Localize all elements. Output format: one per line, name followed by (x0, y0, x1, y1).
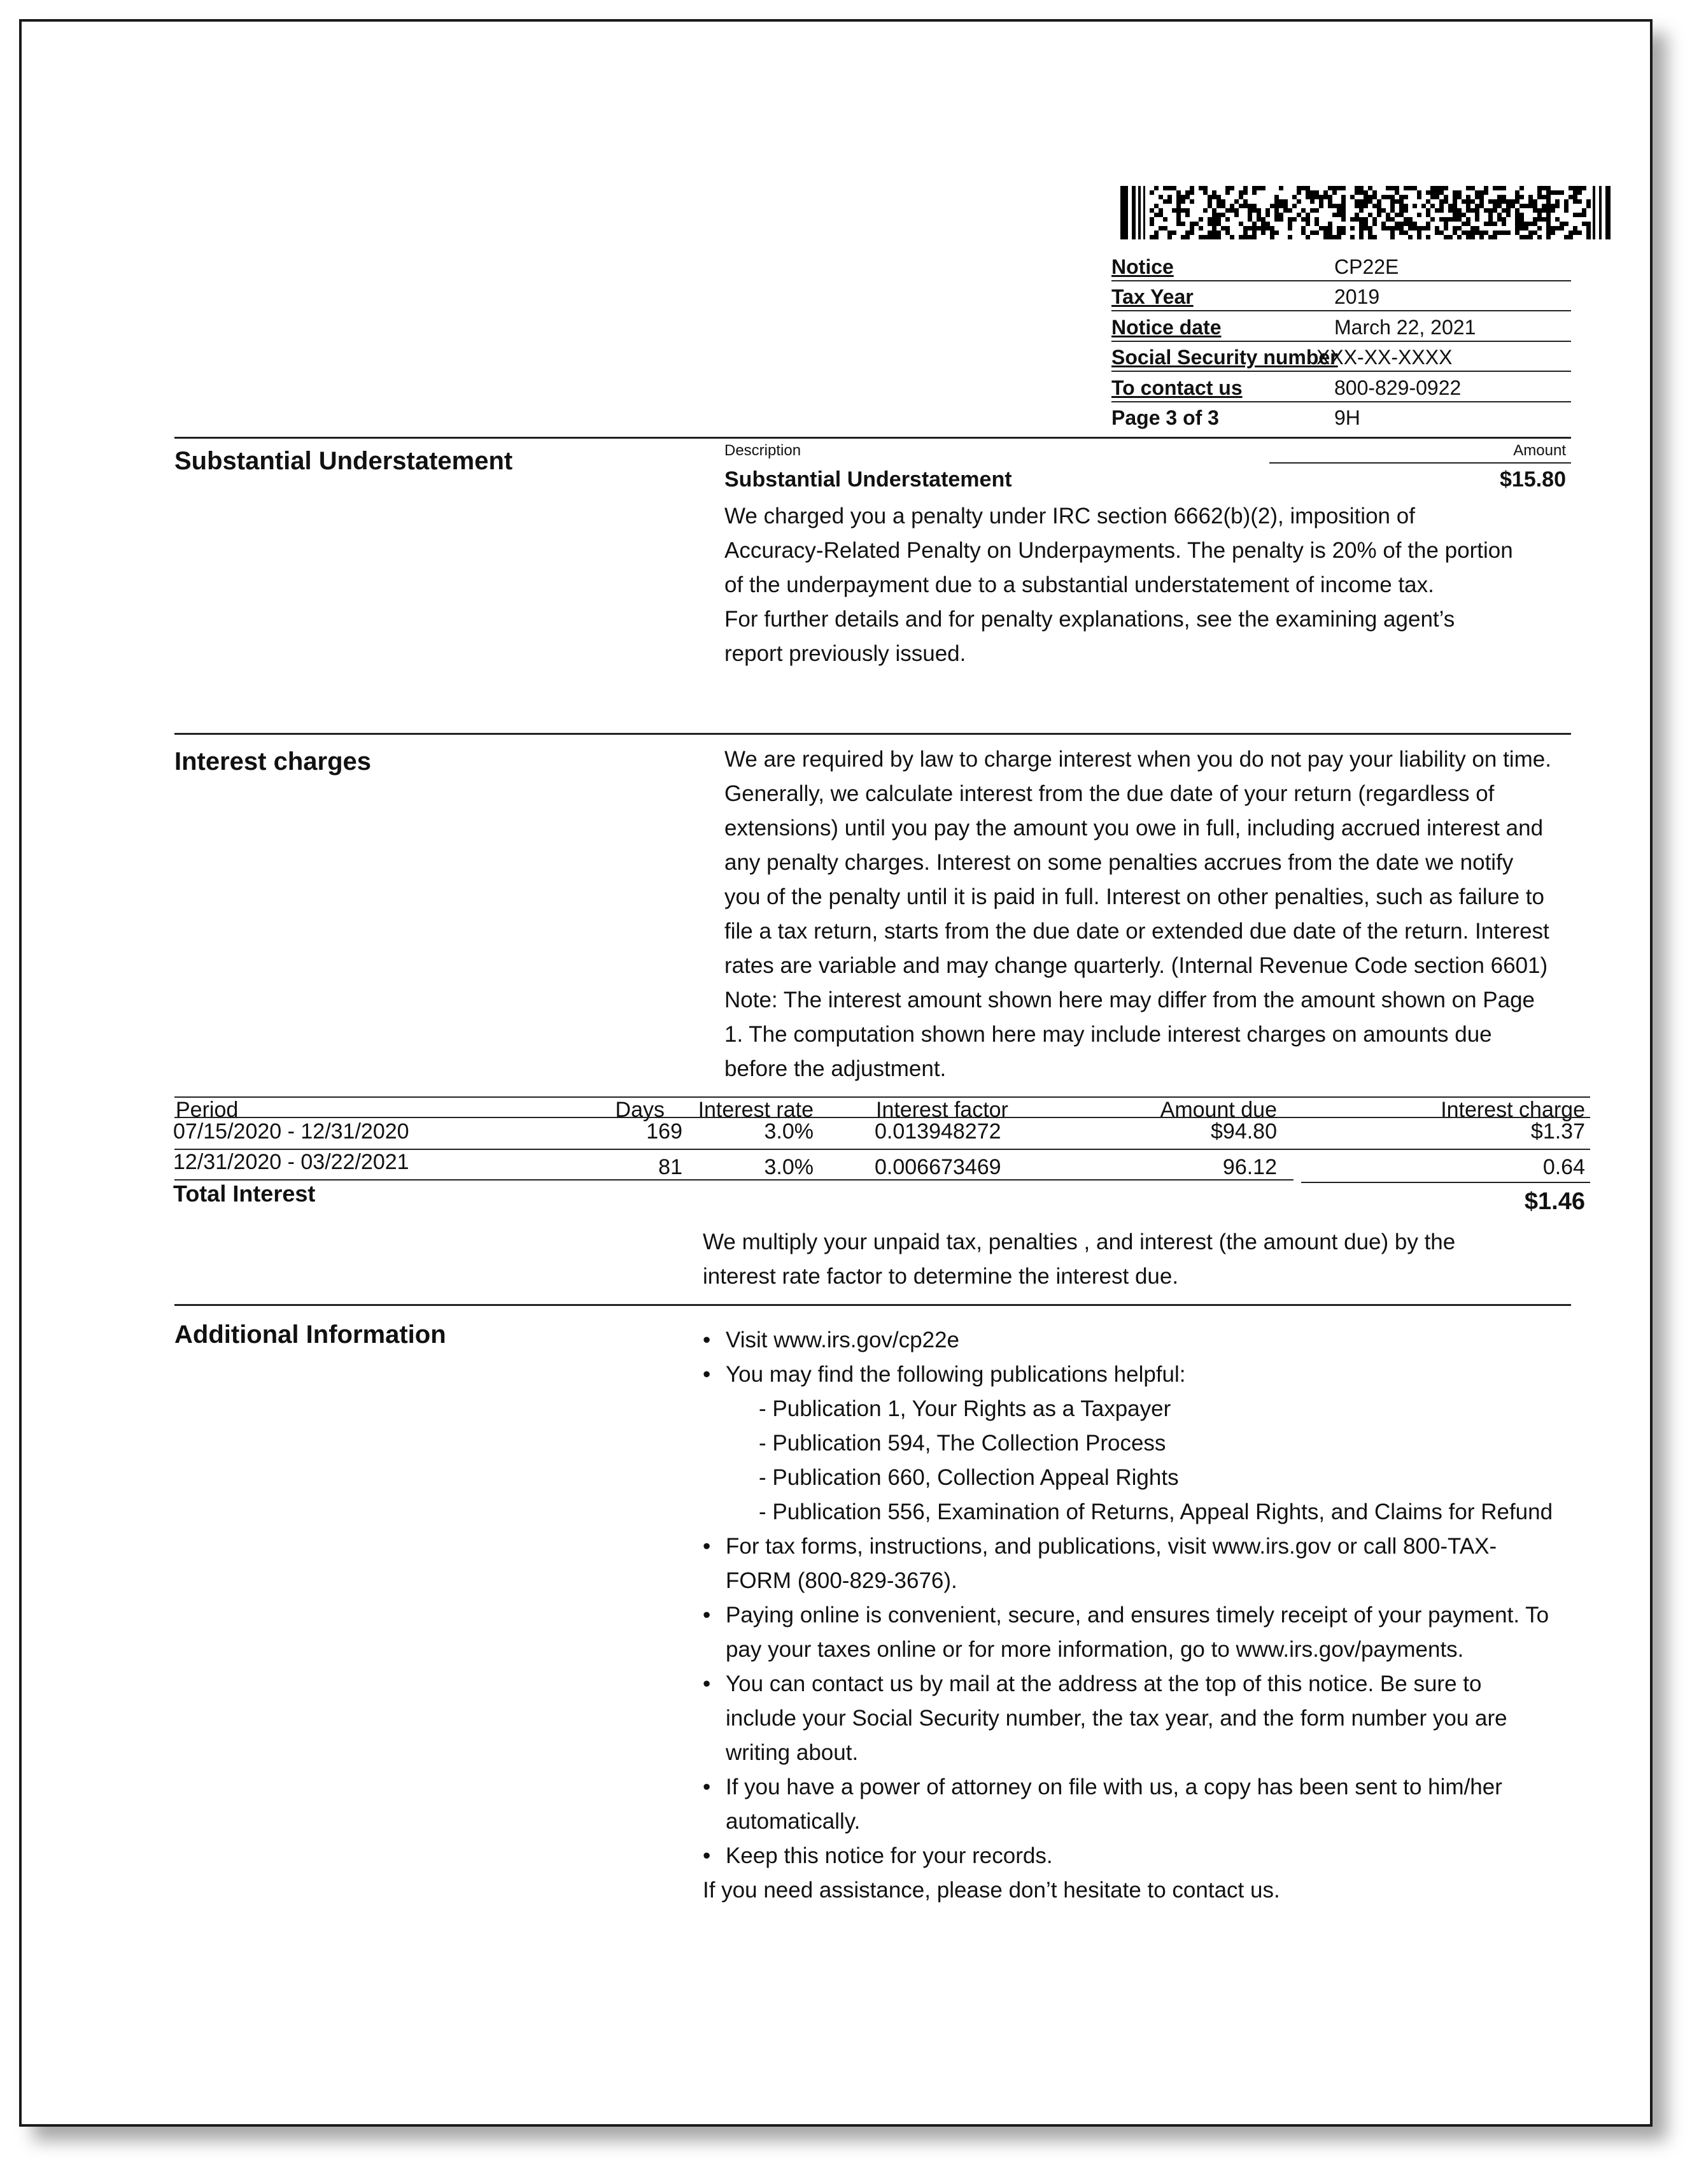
total-interest-label: Total Interest (173, 1181, 316, 1207)
sum-rule (1301, 1182, 1590, 1183)
section-divider (174, 1304, 1571, 1306)
understatement-paragraph: For further details and for penalty explanations, see the examining agent’s report previously issued. (724, 607, 1455, 666)
header-value: March 22, 2021 (1334, 315, 1476, 339)
understatement-paragraph: We charged you a penalty under IRC section 6662(b)(2), imposition of Accuracy-Related Penalty on Underpayments. The penalty is 20% of the portion of the underpayment due to a substantial understatement of income tax. (724, 504, 1513, 597)
header-row-ssn (1111, 342, 1571, 372)
bullet-icon: • (703, 1534, 711, 1559)
row1-days: 169 (646, 1119, 682, 1144)
col-head-factor: Interest factor (876, 1098, 1008, 1122)
section-title-additional: Additional Information (174, 1321, 446, 1349)
row1-amount-due: $94.80 (1211, 1119, 1277, 1144)
header-label: Page 3 of 3 (1111, 406, 1219, 429)
header-row-page (1111, 402, 1571, 432)
col-head-amount-due: Amount due (1160, 1098, 1277, 1122)
section-divider (174, 733, 1571, 735)
row2-period: 12/31/2020 - 03/22/2021 (173, 1150, 409, 1174)
penalty-item-title: Substantial Understatement (724, 467, 1012, 492)
header-value: XXX-XX-XXXX (1316, 346, 1453, 369)
section-divider (174, 437, 1571, 439)
bullet-icon: • (703, 1362, 711, 1387)
row2-days: 81 (658, 1155, 682, 1179)
row1-rate: 3.0% (764, 1119, 814, 1144)
col-head-rate: Interest rate (698, 1098, 814, 1122)
understatement-description (724, 499, 1514, 671)
header-value: CP22E (1334, 255, 1399, 278)
interest-paragraph: We are required by law to charge interest when you do not pay your liability on time. Generally, we calculate interest from the due date of your return (regardless of extensions) until you pay the amount you owe in full, including accrued interest and any penalty charges. Interest on some penalties accrues from the date we notify you of the penalty until it is paid in full. Interest on other penalties, such as failure to file a tax return, starts from the due date or extended due date of the return. Interest rates are variable and may change quarterly. (Internal Revenue Code section 6601) (724, 747, 1551, 978)
publication-item: - Publication 1, Your Rights as a Taxpayer (759, 1396, 1171, 1421)
publication-item: - Publication 556, Examination of Returns, Appeal Rights, and Claims for Refund (759, 1500, 1553, 1524)
bullet-icon: • (703, 1775, 711, 1799)
row2-interest-charge: 0.64 (1542, 1155, 1585, 1179)
list-item-text: For tax forms, instructions, and publications, visit www.irs.gov or call 800-TAX-FORM (800-829-3676). (726, 1534, 1497, 1593)
list-item-text: If you have a power of attorney on file with us, a copy has been sent to him/her automatically. (726, 1775, 1502, 1834)
additional-info-list (703, 1323, 1556, 1908)
row-rule (174, 1179, 1294, 1181)
bullet-icon: • (703, 1328, 711, 1352)
header-row-notice-date (1111, 311, 1571, 342)
row1-period: 07/15/2020 - 12/31/2020 (173, 1119, 409, 1144)
amount-column-head: Amount (1513, 442, 1566, 459)
list-item-text: Visit www.irs.gov/cp22e (726, 1328, 960, 1352)
header-value: 2019 (1334, 285, 1380, 308)
list-item (703, 1598, 1556, 1667)
col-head-days: Days (615, 1098, 665, 1122)
amount-head-rule (1269, 462, 1571, 464)
section-title-understatement: Substantial Understatement (174, 447, 513, 475)
interest-paragraph: Note: The interest amount shown here may differ from the amount shown on Page 1. The computation shown here may include interest charges on amounts due before the adjustment. (724, 988, 1535, 1081)
row2-amount-due: 96.12 (1222, 1155, 1277, 1179)
row2-rate: 3.0% (764, 1155, 814, 1179)
list-item-text: You can contact us by mail at the address at the top of this notice. Be sure to include your Social Security number, the tax year, and the form number you are writing about. (726, 1671, 1507, 1765)
bullet-icon: • (703, 1843, 711, 1868)
header-label: To contact us (1111, 376, 1243, 399)
row1-interest-charge: $1.37 (1530, 1119, 1585, 1144)
list-item (703, 1667, 1556, 1770)
header-row-contact (1111, 372, 1571, 402)
list-item (703, 1323, 1556, 1358)
list-item-text: Keep this notice for your records. (726, 1843, 1053, 1868)
list-item (703, 1358, 1556, 1529)
header-row-notice (1111, 251, 1571, 281)
notice-header-table (1111, 251, 1571, 431)
interest-footnote: We multiply your unpaid tax, penalties , and interest (the amount due) by the interest rate factor to determine the interest due. (703, 1230, 1456, 1289)
header-label: Social Security number (1111, 346, 1338, 369)
list-item (703, 1839, 1556, 1873)
col-head-period: Period (176, 1098, 239, 1122)
list-item (703, 1529, 1556, 1598)
table-head-rule (174, 1117, 1590, 1118)
col-head-interest-charge: Interest charge (1441, 1098, 1585, 1122)
list-item (703, 1770, 1556, 1839)
list-item-text: You may find the following publications helpful: (726, 1362, 1186, 1387)
closing-text: If you need assistance, please don’t hesitate to contact us. (703, 1878, 1280, 1903)
list-item-text: Paying online is convenient, secure, and ensures timely receipt of your payment. To pay your taxes online or for more information, go to www.irs.gov/payments. (726, 1603, 1549, 1662)
header-value: 9H (1334, 406, 1360, 429)
bullet-icon: • (703, 1603, 711, 1627)
row1-factor: 0.013948272 (875, 1119, 1001, 1144)
publication-item: - Publication 594, The Collection Process (759, 1431, 1166, 1456)
penalty-item-amount: $15.80 (1500, 467, 1566, 492)
notice-page (19, 19, 1653, 2127)
header-label: Notice (1111, 255, 1174, 278)
section-title-interest: Interest charges (174, 748, 372, 776)
description-column-head: Description (724, 442, 801, 459)
barcode-image (1120, 186, 1611, 239)
total-interest-value: $1.46 (1524, 1188, 1585, 1215)
header-value: 800-829-0922 (1334, 376, 1462, 399)
publication-item: - Publication 660, Collection Appeal Rights (759, 1465, 1179, 1490)
header-row-tax-year (1111, 281, 1571, 312)
row2-factor: 0.006673469 (875, 1155, 1001, 1179)
header-label: Notice date (1111, 315, 1222, 339)
interest-description (724, 742, 1552, 1086)
header-label: Tax Year (1111, 285, 1194, 308)
bullet-icon: • (703, 1671, 711, 1696)
